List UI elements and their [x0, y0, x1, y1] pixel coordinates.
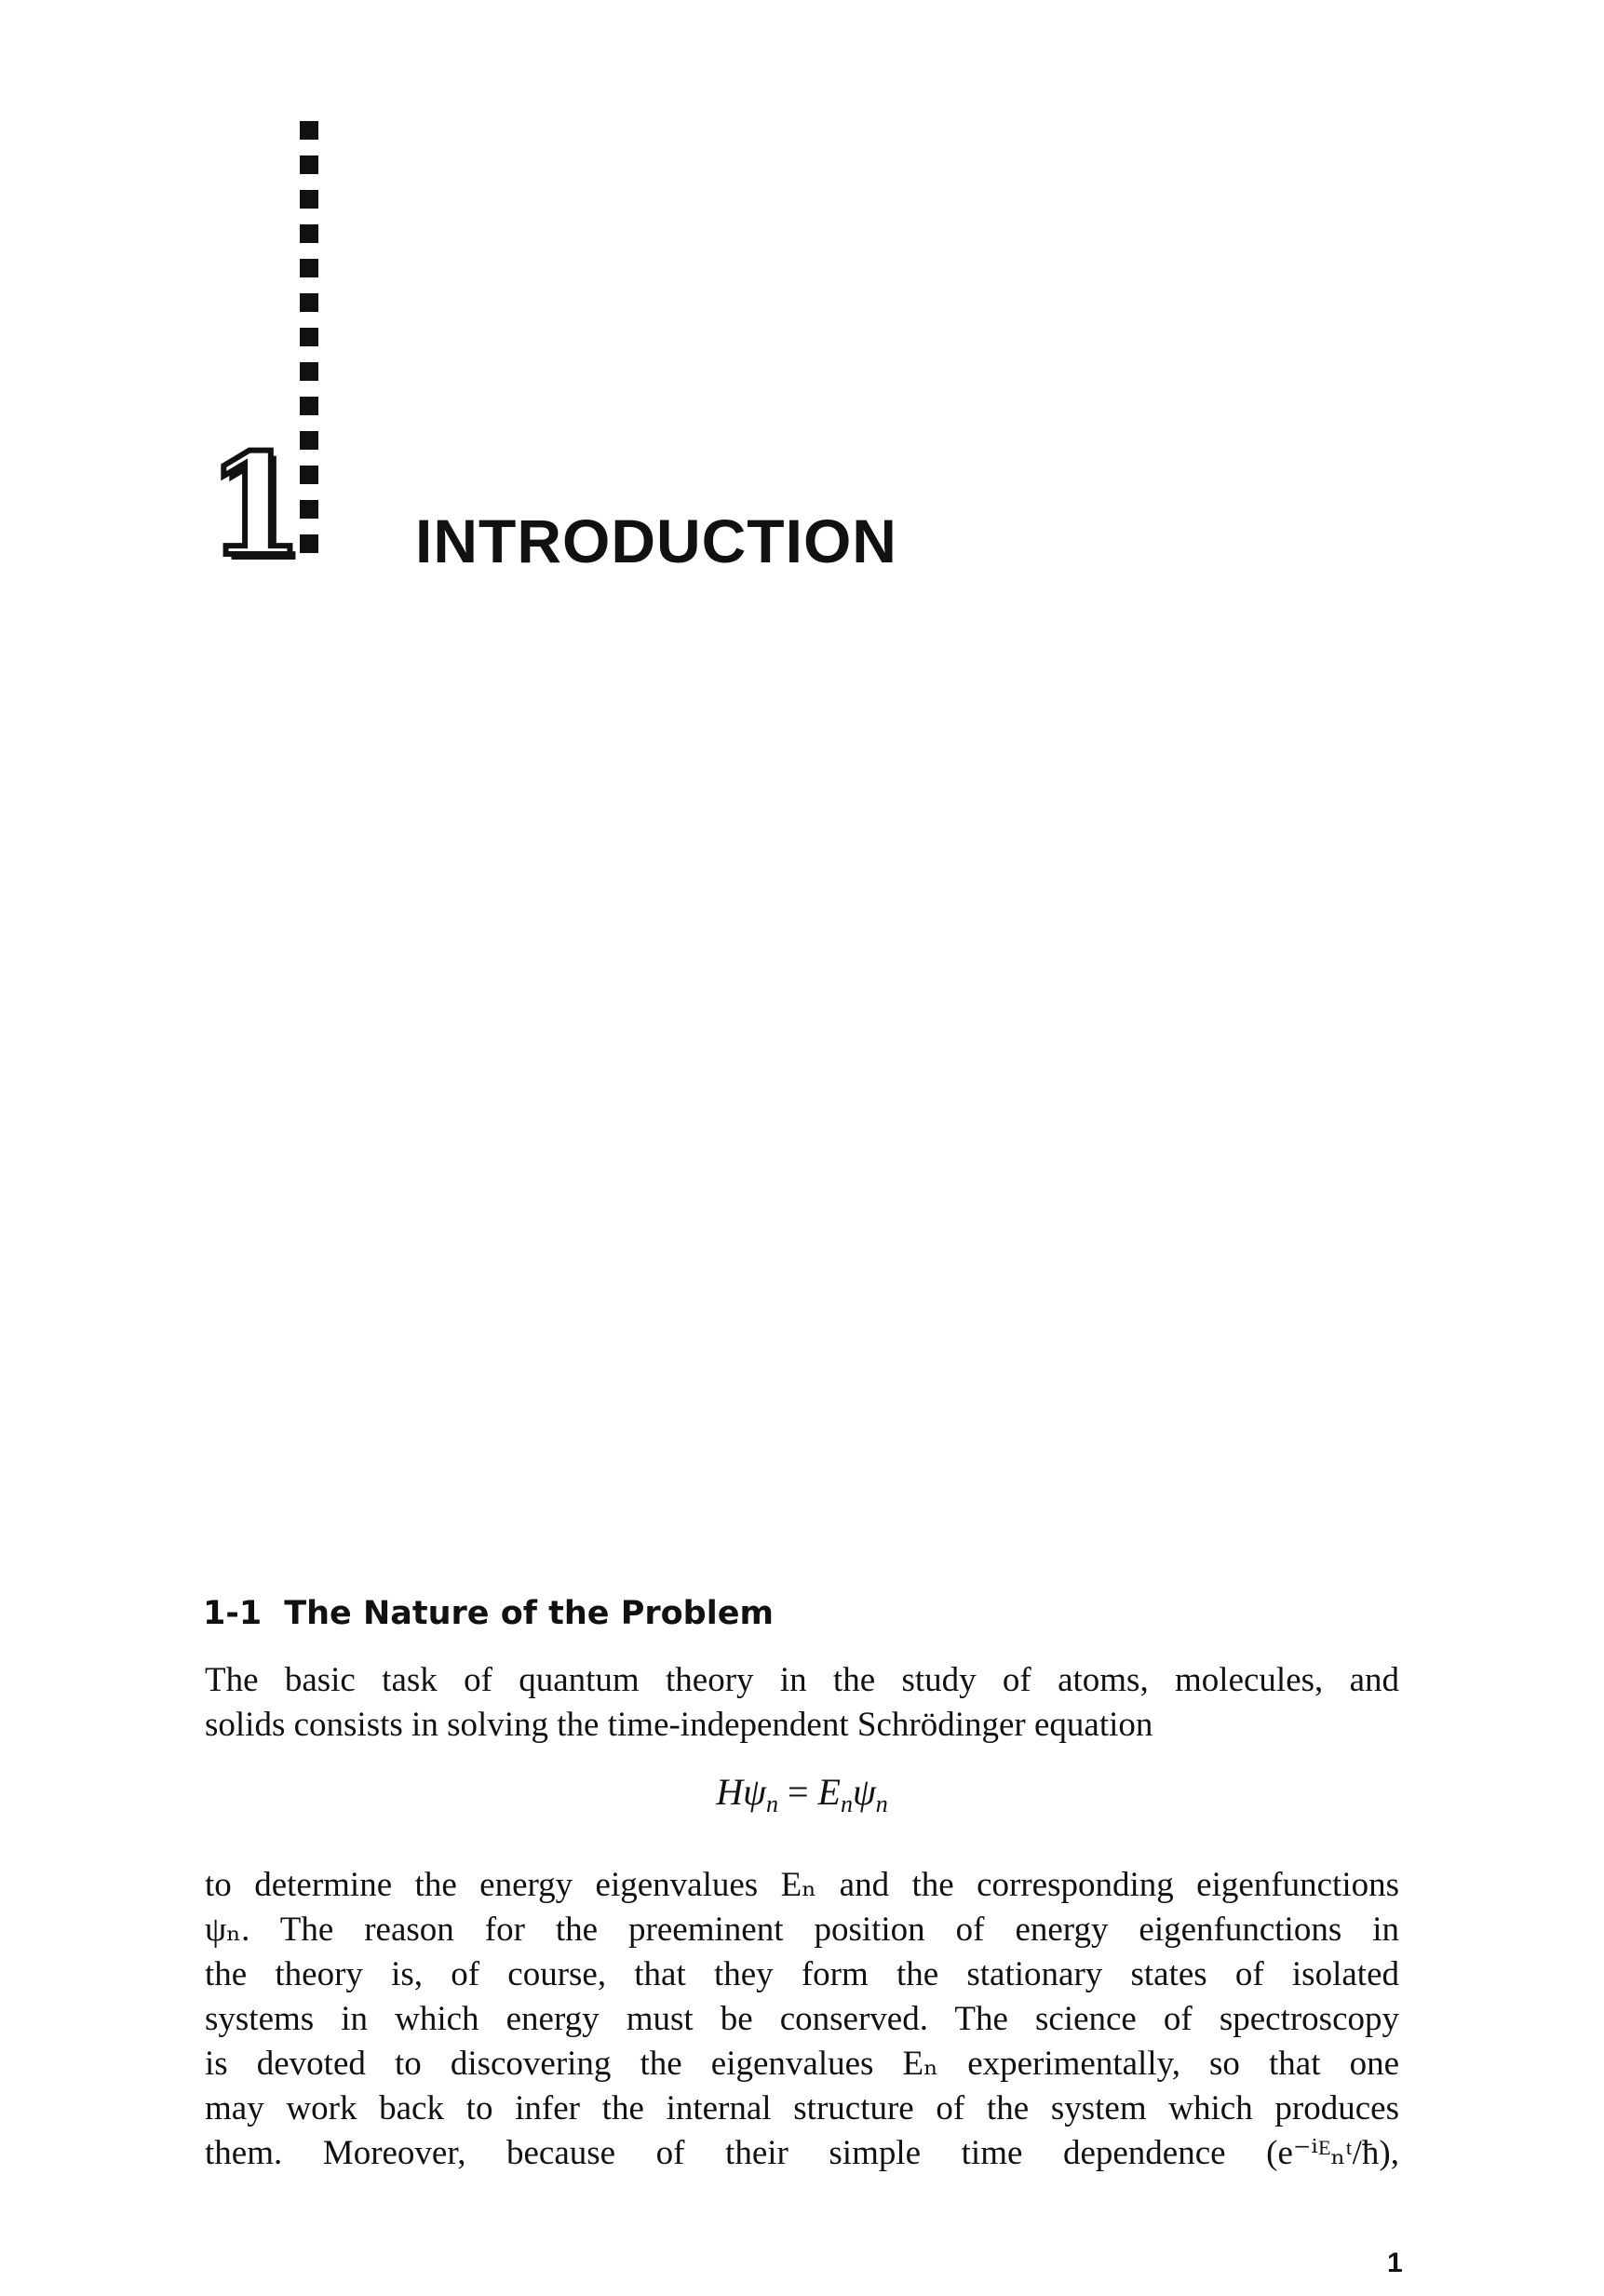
chapter-mark — [300, 190, 318, 209]
chapter-mark — [300, 155, 318, 174]
text-line: the theory is, of course, that they form the stationary states of isolated — [205, 1955, 1399, 1993]
text-line: them. Moreover, because of their simple time dependence (e⁻ⁱᴱₙᵗ/ħ), — [205, 2134, 1399, 2172]
section-heading — [203, 1595, 774, 1632]
text-line: systems in which energy must be conserved. The science of spectroscopy — [205, 2000, 1399, 2038]
chapter-mark — [300, 397, 318, 415]
paragraph-1 — [205, 1658, 1399, 1748]
chapter-mark — [300, 224, 318, 243]
text-line: The basic task of quantum theory in the study of atoms, molecules, and — [205, 1661, 1399, 1699]
chapter-mark — [300, 328, 318, 346]
equation-equals: = — [777, 1771, 818, 1813]
equation-psi: ψ — [852, 1771, 876, 1813]
chapter-mark — [300, 293, 318, 312]
text-line: may work back to infer the internal structure of the system which produces — [205, 2089, 1399, 2127]
paragraph-2 — [205, 1863, 1399, 2176]
text-line: to determine the energy eigenvalues Eₙ and the corresponding eigenfunctions — [205, 1866, 1399, 1904]
chapter-mark — [300, 121, 318, 140]
section-number: 1-1 — [203, 1595, 263, 1632]
equation-lhs-subscript: n — [765, 1790, 778, 1817]
text-line: ψₙ. The reason for the preeminent position of energy eigenfunctions in — [205, 1911, 1399, 1949]
text-line: is devoted to discovering the eigenvalues Eₙ experimentally, so that one — [205, 2045, 1399, 2083]
chapter-mark — [300, 362, 318, 381]
chapter-title: INTRODUCTION — [415, 506, 897, 575]
equation-energy-subscript: n — [840, 1790, 853, 1817]
chapter-number: 1 — [207, 424, 304, 588]
chapter-mark — [300, 259, 318, 277]
text-line: solids consists in solving the time-independent Schrödinger equation — [205, 1706, 1153, 1744]
equation-psi-subscript: n — [875, 1790, 888, 1817]
equation-lhs: Hψ — [716, 1771, 766, 1813]
page-number: 1 — [1387, 2248, 1403, 2278]
schrodinger-equation — [0, 1771, 1604, 1817]
section-title: The Nature of the Problem — [284, 1595, 774, 1632]
equation-energy: E — [817, 1771, 841, 1813]
